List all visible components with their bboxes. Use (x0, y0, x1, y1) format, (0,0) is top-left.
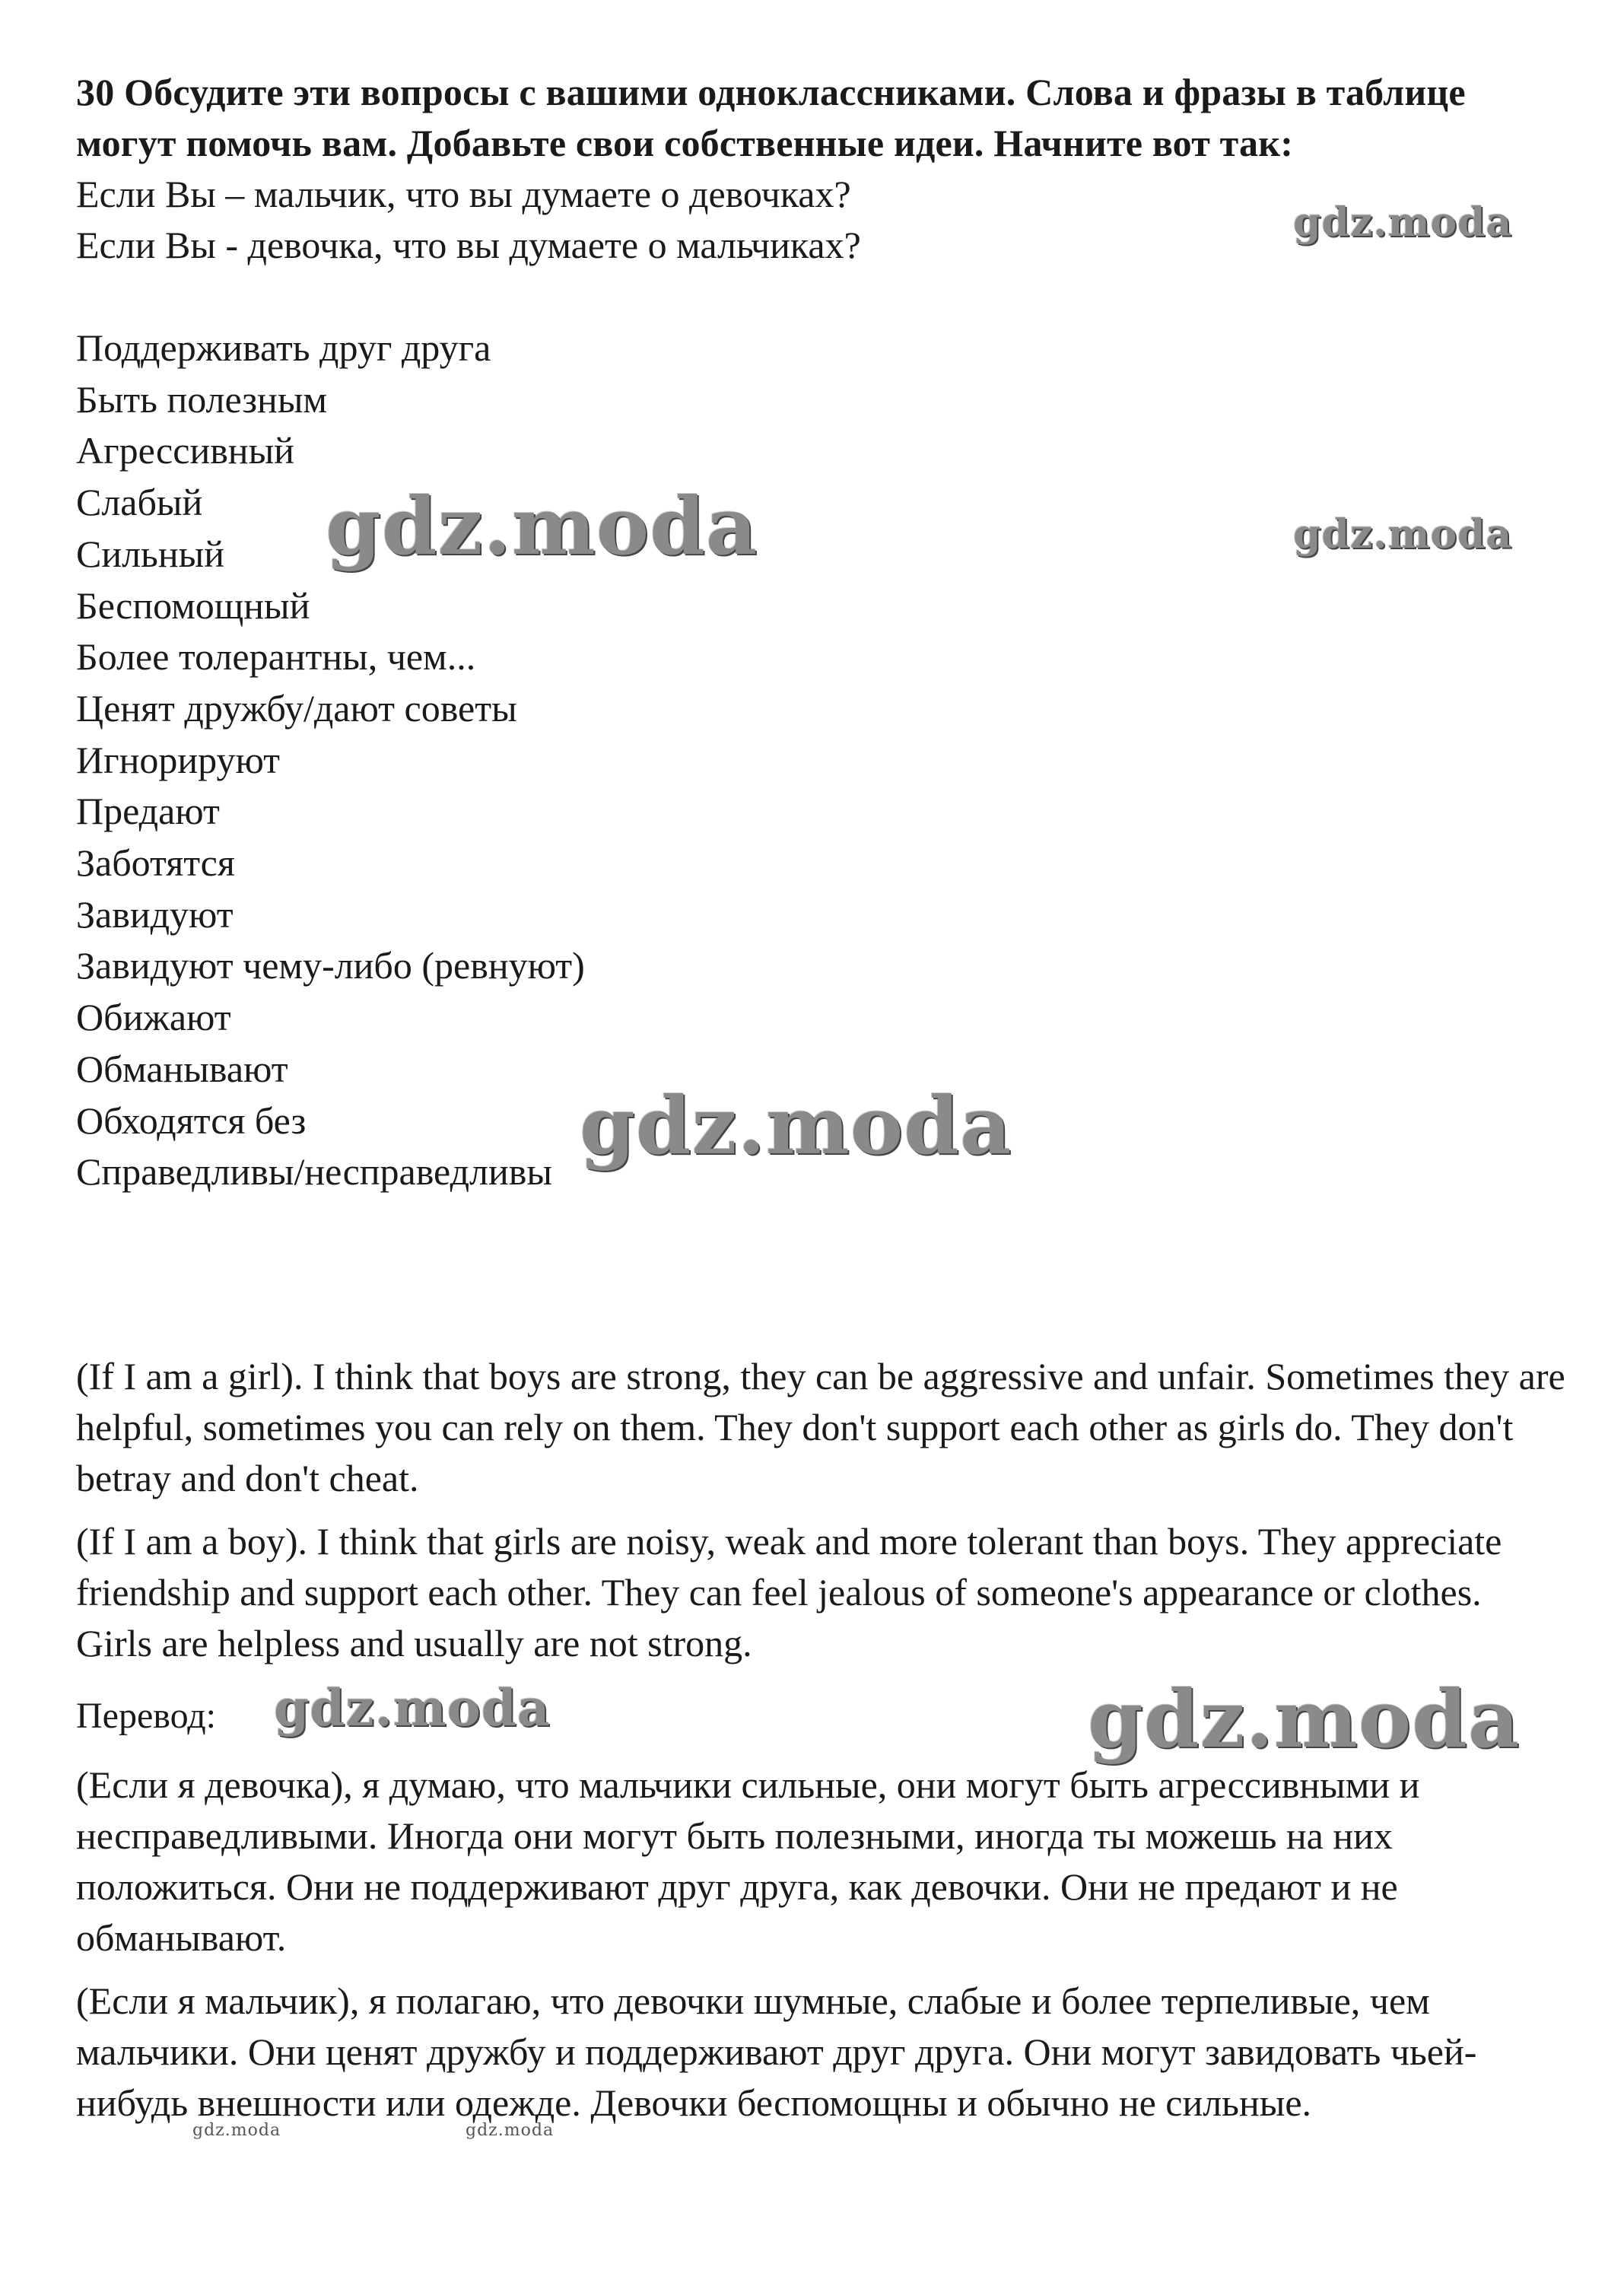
phrase-item: Сильный (76, 532, 224, 575)
intro-question-girl: Если Вы - девочка, что вы думаете о мальчиках? (76, 224, 861, 266)
exercise-page (76, 67, 1567, 1198)
phrase-list (76, 323, 1567, 1198)
answer-boy-russian: (Если я мальчик), я полагаю, что девочки шумные, слабые и более терпеливые, чем мальчики. Они ценят дружбу и поддерживают друг друга. Они могут завидовать чьей-нибудь внешности или одежде. Девочки беспомощны и обычно не сильные. (76, 1979, 1477, 2124)
phrase-item: Ценят дружбу/дают советы (76, 686, 517, 730)
intro-question-boy: Если Вы – мальчик, что вы думаете о девочках? (76, 173, 851, 215)
phrase-item: Обходятся без (76, 1098, 307, 1142)
answer-boy-english: (If I am a boy). I think that girls are noisy, weak and more tolerant than boys. They appreciate friendship and support each other. They can feel jealous of someone's appearance or clothes. Girls are helpless and usually are not strong. (76, 1520, 1502, 1664)
watermark-logo: gdz.moda (1293, 511, 1513, 558)
translation-label: Перевод: (76, 1696, 216, 1736)
phrase-item: Завидуют чему-либо (ревнуют) (76, 944, 585, 987)
phrase-item: Быть полезным (76, 377, 328, 421)
watermark-logo: gdz.moda (192, 2121, 281, 2140)
phrase-item: Поддерживать друг друга (76, 326, 491, 369)
phrase-item: Игнорируют (76, 738, 281, 781)
phrase-item: Более толерантны, чем... (76, 635, 476, 679)
answers-section (76, 1351, 1567, 2141)
phrase-item: Обижают (76, 996, 231, 1039)
phrase-item: Слабый (76, 481, 203, 524)
phrase-item: Завидуют (76, 892, 234, 936)
exercise-heading: 30 Обсудите эти вопросы с вашими одноклассниками. Слова и фразы в таблице могут помочь вам. Добавьте свои собственные идеи. Начните вот так: (76, 71, 1466, 164)
watermark-logo: gdz.moda (1088, 1672, 1521, 1766)
watermark-logo: gdz.moda (274, 1678, 551, 1738)
intro-questions (76, 169, 1567, 271)
watermark-logo: gdz.moda (466, 2121, 555, 2140)
watermark-logo: gdz.moda (1293, 199, 1513, 246)
watermark-logo: gdz.moda (580, 1079, 1012, 1172)
phrase-item: Справедливы/несправедливы (76, 1150, 552, 1194)
phrase-item: Агрессивный (76, 429, 294, 472)
phrase-item: Заботятся (76, 841, 235, 885)
watermark-logo: gdz.moda (326, 479, 758, 573)
answer-girl-russian: (Если я девочка), я думаю, что мальчики сильные, они могут быть агрессивными и несправедливыми. Иногда они могут быть полезными, иногда ты можешь на них положиться. Они не поддерживают друг друга, как девочки. Они не предают и не обманывают. (76, 1763, 1420, 1959)
phrase-item: Беспомощный (76, 583, 310, 627)
phrase-item: Предают (76, 790, 220, 833)
answer-girl-english: (If I am a girl). I think that boys are strong, they can be aggressive and unfair. Sometimes they are helpful, sometimes you can rely on them. They don't support each other as girls do. They don't betray and don't cheat. (76, 1355, 1565, 1499)
phrase-item: Обманывают (76, 1047, 288, 1090)
